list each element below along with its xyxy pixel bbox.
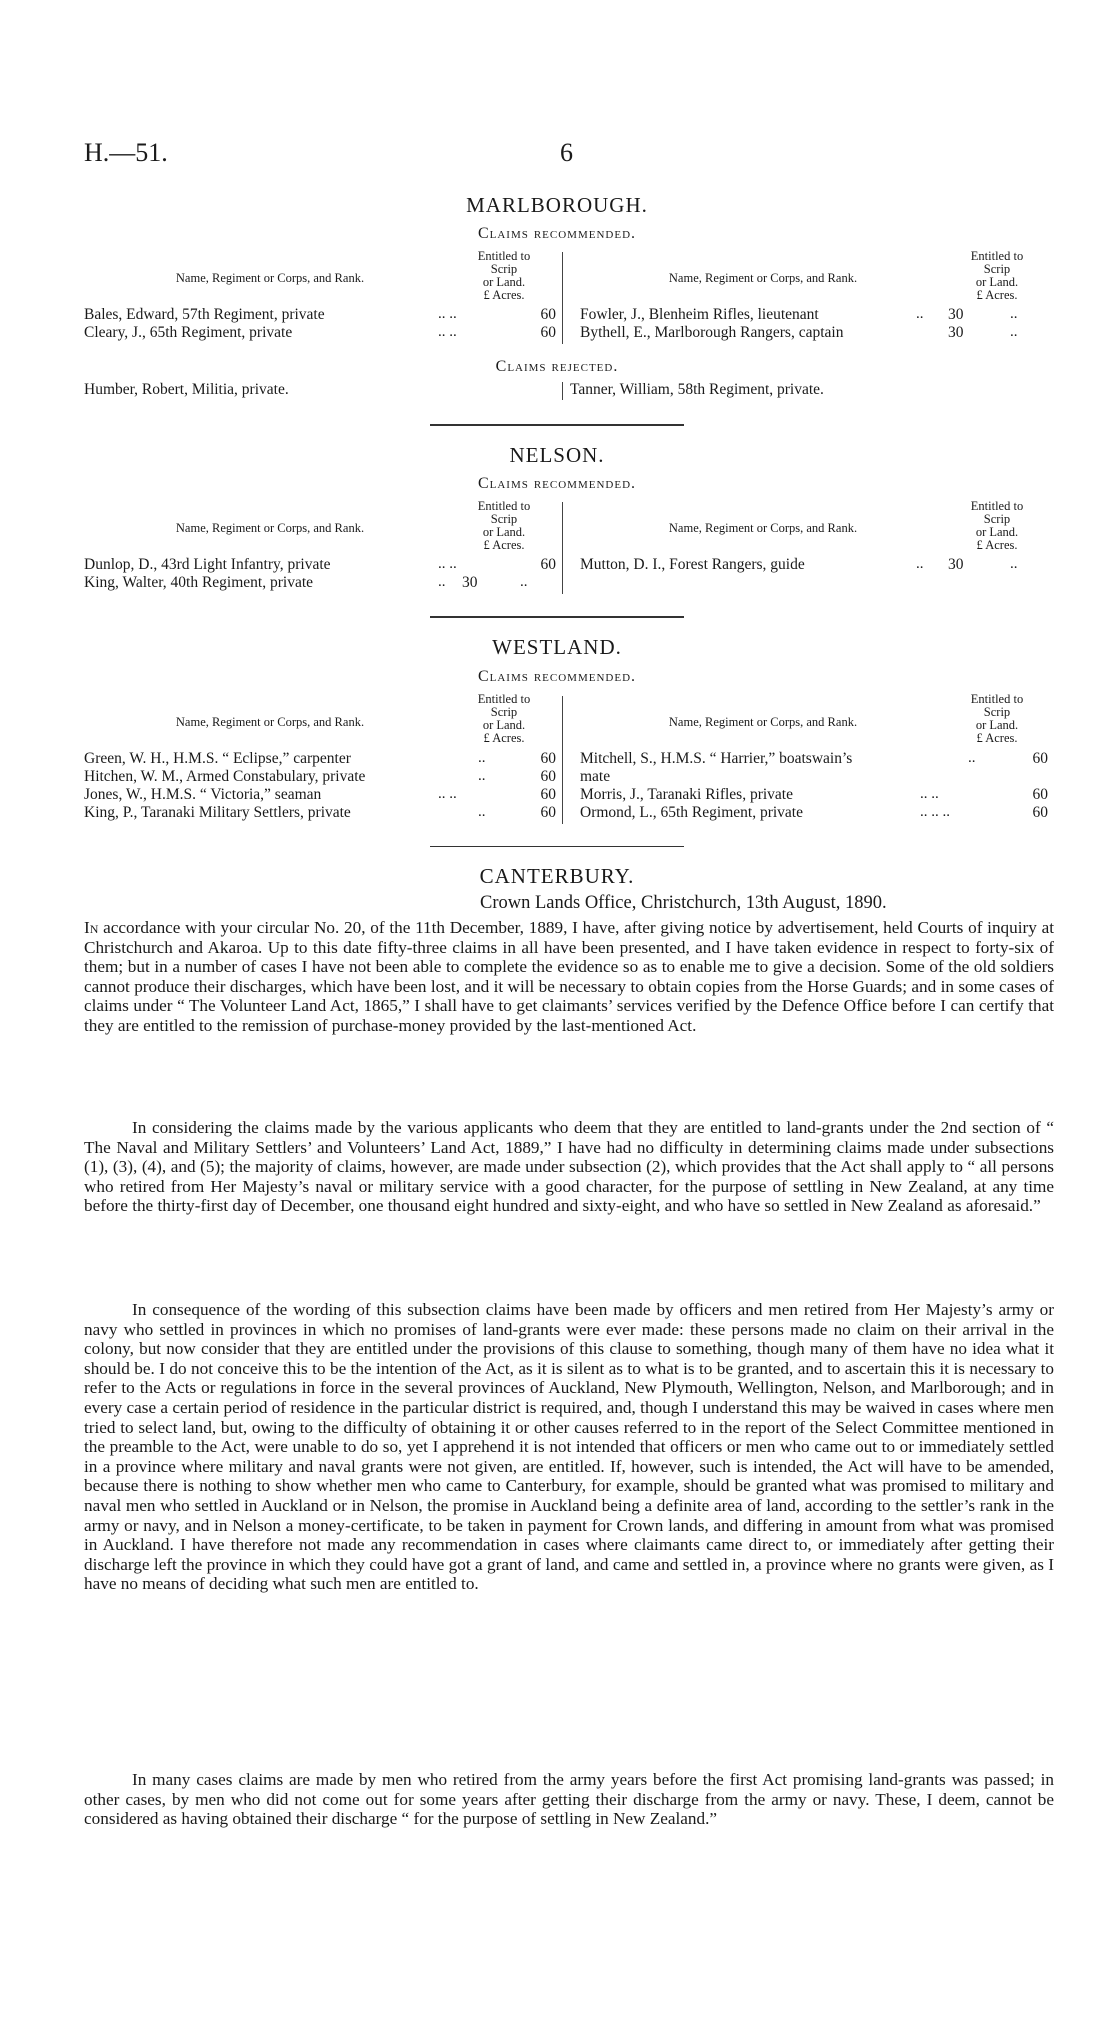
nelson-col-name-left: Name, Regiment or Corps, and Rank. xyxy=(175,521,365,535)
westland-recommended-label: Claims recommended. xyxy=(477,668,637,685)
claim-row: Hitchen, W. M., Armed Constabulary, private xyxy=(84,768,366,785)
acres-value: 60 xyxy=(540,804,556,821)
document-reference: H.—51. xyxy=(84,138,168,167)
claim-row: King, P., Taranaki Military Settlers, private xyxy=(84,804,351,821)
leader-dots: .. .. xyxy=(920,786,939,802)
leader-dots: .. .. .. xyxy=(920,804,950,820)
marlborough-rejected-label: Claims rejected. xyxy=(495,358,619,375)
nelson-title: NELSON. xyxy=(509,443,605,467)
claim-row: King, Walter, 40th Regiment, private xyxy=(84,574,314,591)
page-number: 6 xyxy=(560,138,573,167)
claim-row: Fowler, J., Blenheim Rifles, lieutenant xyxy=(580,306,819,323)
marlborough-recommended-label: Claims recommended. xyxy=(477,225,637,242)
claim-row: Cleary, J., 65th Regiment, private xyxy=(84,324,293,341)
claim-row: Bythell, E., Marlborough Rangers, captain xyxy=(580,324,844,341)
rejected-claim: Humber, Robert, Militia, private. xyxy=(84,381,289,398)
claim-row: Mitchell, S., H.M.S. “ Harrier,” boatswain’s xyxy=(580,750,853,767)
pounds-value: 30 xyxy=(948,306,964,323)
marlborough-col-name-left: Name, Regiment or Corps, and Rank. xyxy=(175,271,365,285)
leader-dots: .. xyxy=(916,306,924,322)
nelson-col-entitled-right: Entitled to Scrip or Land. £ Acres. xyxy=(970,499,1024,552)
leader-dots: .. xyxy=(438,574,446,590)
column-divider xyxy=(562,252,563,344)
paragraph-2: In considering the claims made by the various applicants who deem that they are entitled to land-grants under the 2nd section of “ The Naval and Military Settlers’ and Volunteers’ Land Act, 1889,” I have had no difficulty in determining claims made under subsections (1), (3), (4), and (5); the majority of claims, however, are made under subsection (2), which provides that the Act shall apply to “ all persons who retired from Her Majesty’s naval or military service with a good character, for the purpose of settling in New Zealand, at any time before the thirty-first day of December, one thousand eight hundred and sixty-eight, and who have so settled in New Zealand as aforesaid.” xyxy=(84,1118,1054,1216)
paragraph-3: In consequence of the wording of this subsection claims have been made by officers and men retired from Her Majesty’s army or navy who settled in provinces in which no promises of land-grants were ever made: these persons made no claim on their arrival in the colony, but now consider that they are entitled under the provisions of this clause to something, though many of them have no idea what it should be. I do not conceive this to be the intention of the Act, as it is silent as to what is to be granted, and to ascertain this it is necessary to refer to the Acts or regulations in force in the several provinces of Auckland, New Plymouth, Wellington, Nelson, and Marlborough; and in every case a certain period of residence in the particular district is required, and, though I understand this may be waived in cases where men tried to select land, but, owing to the difficulty of obtaining it or other causes referred to in the report of the Select Committee mentioned in the preamble to the Act, were unable to do so, yet I apprehend it is not intended that officers or men who came out to or immediately settled in a province where military and naval grants were not given, are entitled. If, however, such is intended, the Act will have to be amended, because there is nothing to show whether men who came to Canterbury, for example, should be granted what was promised to military and naval men who settled in Auckland or in Nelson, the promise in Auckland being a definite area of land, according to the settler’s rank in the army or navy, and in Nelson a money-certificate, to be taken in payment for Crown lands, and differing in amount from what was promised in Auckland. I have therefore not made any recommendation in cases where claimants came direct to, or immediately after getting their discharge left the province in which they could have got a grant of land, and came and settled in, a province where no grants were given, as I have no means of deciding what such men are entitled to. xyxy=(84,1300,1054,1594)
section-rule xyxy=(430,616,684,618)
pounds-value: 30 xyxy=(462,574,478,591)
claim-row: Dunlop, D., 43rd Light Infantry, private xyxy=(84,556,331,573)
claim-row-continuation: mate xyxy=(580,768,611,785)
marlborough-col-entitled-left: Entitled to Scrip or Land. £ Acres. xyxy=(477,249,531,302)
column-divider xyxy=(562,696,563,824)
westland-title: WESTLAND. xyxy=(492,635,622,659)
paragraph-4: In many cases claims are made by men who retired from the army years before the first Act promising land-grants was passed; in other cases, by men who did not come out for some years after getting their discharge from the army or navy. These, I deem, cannot be considered as having obtained their discharge “ for the purpose of settling in New Zealand.” xyxy=(84,1770,1054,1829)
claim-row: Jones, W., H.M.S. “ Victoria,” seaman xyxy=(84,786,322,803)
leader-dots: .. .. xyxy=(438,786,457,802)
claim-row: Morris, J., Taranaki Rifles, private xyxy=(580,786,793,803)
leader-dots: .. xyxy=(478,750,486,766)
dateline: Crown Lands Office, Christchurch, 13th August, 1890. xyxy=(480,893,887,913)
acres-value: 60 xyxy=(1032,786,1048,803)
nelson-col-entitled-left: Entitled to Scrip or Land. £ Acres. xyxy=(477,499,531,552)
acres-value: 60 xyxy=(1032,750,1048,767)
acres-value: 60 xyxy=(540,750,556,767)
claim-row: Green, W. H., H.M.S. “ Eclipse,” carpenter xyxy=(84,750,351,767)
westland-col-name-right: Name, Regiment or Corps, and Rank. xyxy=(668,715,858,729)
westland-col-entitled-right: Entitled to Scrip or Land. £ Acres. xyxy=(970,692,1024,745)
leader-dots: .. .. xyxy=(438,306,457,322)
acres-value: 60 xyxy=(540,556,556,573)
leader-dots: .. xyxy=(478,768,486,784)
westland-col-name-left: Name, Regiment or Corps, and Rank. xyxy=(175,715,365,729)
claim-row: Bales, Edward, 57th Regiment, private xyxy=(84,306,325,323)
leader-dots: .. xyxy=(916,556,924,572)
rejected-claim: Tanner, William, 58th Regiment, private. xyxy=(570,381,824,398)
claim-row: Mutton, D. I., Forest Rangers, guide xyxy=(580,556,805,573)
marlborough-col-entitled-right: Entitled to Scrip or Land. £ Acres. xyxy=(970,249,1024,302)
acres-value: 60 xyxy=(540,306,556,323)
acres-value: 60 xyxy=(540,786,556,803)
column-divider xyxy=(562,502,563,594)
section-rule xyxy=(430,846,684,847)
pounds-value: 30 xyxy=(948,556,964,573)
leader-dots: .. xyxy=(1010,306,1018,322)
marlborough-col-name-right: Name, Regiment or Corps, and Rank. xyxy=(668,271,858,285)
leader-dots: .. xyxy=(968,750,976,766)
pounds-value: 30 xyxy=(948,324,964,341)
nelson-recommended-label: Claims recommended. xyxy=(477,475,637,492)
claim-row: Ormond, L., 65th Regiment, private xyxy=(580,804,803,821)
leader-dots: .. xyxy=(1010,556,1018,572)
paragraph-lead-word: In xyxy=(84,918,99,937)
leader-dots: .. xyxy=(478,804,486,820)
marlborough-title: MARLBOROUGH. xyxy=(466,193,648,217)
section-rule xyxy=(430,424,684,426)
column-divider xyxy=(562,382,563,400)
leader-dots: .. .. xyxy=(438,324,457,340)
leader-dots: .. .. xyxy=(438,556,457,572)
leader-dots: .. xyxy=(520,574,528,590)
paragraph-1: In accordance with your circular No. 20, of the 11th December, 1889, I have, after giving notice by advertisement, held Courts of inquiry at Christchurch and Akaroa. Up to this date fifty-three claims in all have been presented, and I have taken evidence in respect to forty-six of them; but in a number of cases I have not been able to complete the evidence so as to enable me to give a decision. Some of the old soldiers cannot produce their discharges, which have been lost, and it will be necessary to obtain copies from the Horse Guards; and in some cases of claims under “ The Volunteer Land Act, 1865,” I shall have to get claimants’ services verified by the Defence Office before I can certify that they are entitled to the remission of purchase-money provided by the last-mentioned Act. xyxy=(84,918,1054,1035)
acres-value: 60 xyxy=(1032,804,1048,821)
acres-value: 60 xyxy=(540,768,556,785)
leader-dots: .. xyxy=(1010,324,1018,340)
westland-col-entitled-left: Entitled to Scrip or Land. £ Acres. xyxy=(477,692,531,745)
acres-value: 60 xyxy=(540,324,556,341)
canterbury-title: CANTERBURY. xyxy=(479,864,635,888)
nelson-col-name-right: Name, Regiment or Corps, and Rank. xyxy=(668,521,858,535)
